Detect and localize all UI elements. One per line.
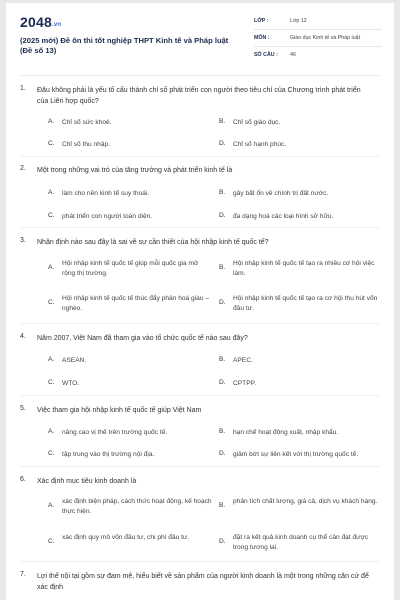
question-separator: [20, 227, 380, 228]
question-text: Lợi thế nội tại gồm sự đam mê, hiểu biết về sản phẩm của người kinh doanh là một trong những căn cứ để xác định: [37, 573, 369, 591]
option-letter: B.: [219, 264, 226, 271]
option-letter: A.: [48, 502, 55, 509]
option-text: xác định quy mô vốn đầu tư, chi phí đầu tư.: [62, 534, 190, 541]
option-text: giảm bớt sự liên kết với thị trường quốc tế.: [233, 451, 359, 458]
option-text: Chỉ số hạnh phúc.: [233, 141, 287, 148]
option-text: nâng cao vị thế trên trường quốc tế.: [62, 429, 168, 436]
question-separator: [20, 561, 380, 562]
option-letter: D.: [219, 140, 226, 147]
option-letter: C.: [48, 379, 55, 386]
option-letter: D.: [219, 538, 226, 545]
option-text: xác định biện pháp, cách thức hoạt động, kế hoạch thực hiện.: [62, 498, 212, 515]
meta-count-row: [254, 51, 382, 63]
option-letter: A.: [48, 428, 55, 435]
meta-class-key: LỚP :: [254, 18, 269, 24]
option-text: WTO.: [62, 380, 80, 387]
option-text: hạn chế hoạt động xuất, nhập khẩu.: [233, 429, 339, 436]
option-text: Chỉ số giáo dục.: [233, 119, 281, 126]
meta-count-key: SỐ CÂU :: [254, 52, 278, 58]
exam-sheet: [6, 3, 394, 600]
question-text: Một trong những vai trò của tăng trưởng và phát triển kinh tế là: [37, 167, 233, 174]
question-number: 7.: [20, 571, 26, 578]
option-letter: C.: [48, 538, 55, 545]
question-number: 6.: [20, 476, 26, 483]
option-text: Hội nhập kinh tế quốc tế giúp mỗi quốc gia mở rộng thị trường.: [62, 260, 199, 277]
option-letter: A.: [48, 264, 55, 271]
meta-subject-value: Giáo dục Kinh tế và Pháp luật: [290, 35, 361, 41]
option-letter: B.: [219, 356, 226, 363]
option-letter: B.: [219, 118, 226, 125]
question-separator: [20, 323, 380, 324]
option-letter: D.: [219, 299, 226, 306]
option-letter: C.: [48, 140, 55, 147]
option-text: Chỉ số sức khoẻ.: [62, 119, 112, 126]
option-text: phát triển con người toàn diện.: [62, 213, 153, 220]
question-number: 4.: [20, 333, 26, 340]
meta-count-value: 46: [290, 52, 296, 58]
option-text: làm cho nền kinh tế suy thoái.: [62, 190, 150, 197]
option-text: ASEAN.: [62, 357, 87, 364]
question-text: Đâu không phải là yếu tố cấu thành chỉ số phát triển con người theo tiêu chí của Chương trình phát triển của Liên hợp quốc?: [37, 87, 361, 105]
question-number: 2.: [20, 165, 26, 172]
question-text: Việc tham gia hội nhập kinh tế quốc tế giúp Việt Nam: [37, 407, 202, 414]
question-text: Nhận định nào sau đây là sai về sự cần thiết của hội nhập kinh tế quốc tế?: [37, 239, 269, 246]
option-letter: B.: [219, 428, 226, 435]
question-number: 5.: [20, 405, 26, 412]
question-separator: [20, 466, 380, 467]
question-separator: [20, 395, 380, 396]
option-text: Hội nhập kinh tế quốc tế tạo ra nhiều cơ hội việc làm.: [233, 260, 375, 277]
option-letter: D.: [219, 450, 226, 457]
question-text: Năm 2007, Việt Nam đã tham gia vào tổ chức quốc tế nào sau đây?: [37, 335, 248, 342]
option-text: tập trung vào thị trường nội địa.: [62, 451, 155, 458]
option-text: Chỉ số thu nhập.: [62, 141, 111, 148]
option-text: APEC.: [233, 357, 253, 364]
option-text: Hội nhập kinh tế quốc tế thúc đẩy phân hoá giàu – nghèo.: [62, 295, 210, 312]
brand-suffix: .vn: [51, 22, 62, 28]
exam-meta: [254, 17, 382, 67]
brand-logo[interactable]: [20, 14, 61, 30]
question-number: 3.: [20, 237, 26, 244]
header-divider: [20, 75, 380, 76]
question-number: 1.: [20, 85, 26, 92]
option-text: CPTPP.: [233, 380, 256, 387]
meta-subject-key: MÔN :: [254, 35, 270, 41]
exam-header: [6, 3, 394, 63]
option-text: gây bất ổn về chính trị đất nước.: [233, 190, 329, 197]
option-text: phân tích chất lượng, giá cả, dịch vụ khách hàng.: [233, 498, 378, 505]
option-letter: A.: [48, 356, 55, 363]
option-letter: B.: [219, 189, 226, 196]
option-letter: C.: [48, 450, 55, 457]
brand-name: 2048: [20, 14, 52, 30]
question-text: Xác định mục tiêu kinh doanh là: [37, 478, 137, 485]
option-letter: D.: [219, 212, 226, 219]
option-letter: D.: [219, 379, 226, 386]
option-text: Hội nhập kinh tế quốc tế tạo ra cơ hội thu hút vốn đầu tư.: [233, 295, 378, 312]
meta-class-value: Lớp 12: [290, 18, 307, 24]
option-letter: A.: [48, 189, 55, 196]
option-letter: C.: [48, 299, 55, 306]
option-letter: A.: [48, 118, 55, 125]
option-text: đặt ra kết quả kinh doanh cụ thể cần đạt được trong tương lai.: [233, 534, 369, 551]
option-letter: C.: [48, 212, 55, 219]
option-letter: B.: [219, 502, 226, 509]
option-text: đa dạng hoá các loại hình sở hữu.: [233, 213, 334, 220]
question-separator: [20, 156, 380, 157]
meta-class-row: [254, 17, 382, 30]
meta-subject-row: [254, 34, 382, 47]
exam-title: (2025 mới) Đề ôn thi tốt nghiệp THPT Kinh tế và Pháp luật (Đề số 13): [20, 36, 229, 55]
